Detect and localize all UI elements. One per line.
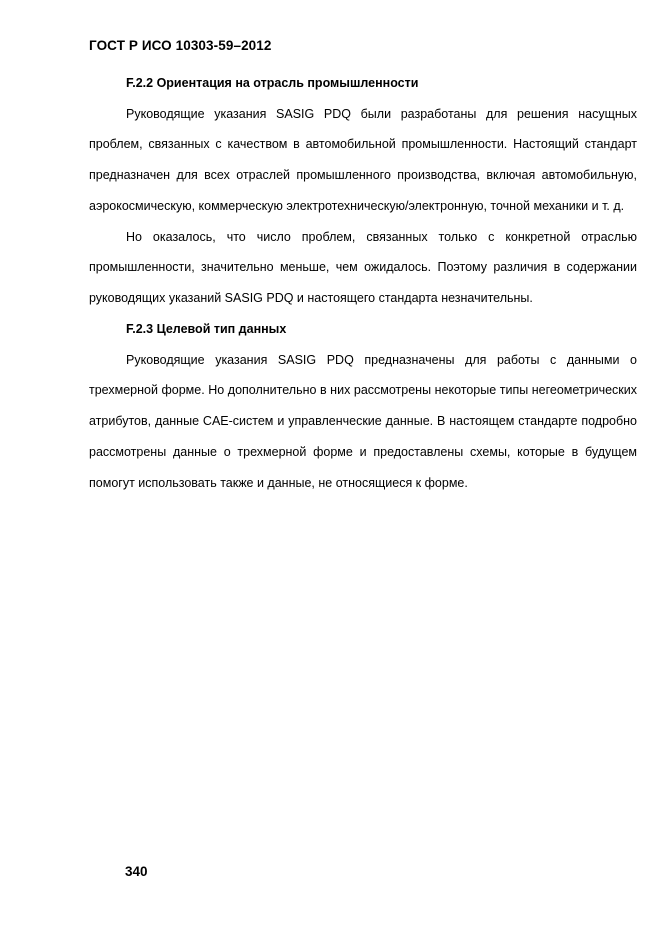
section-heading: F.2.2 Ориентация на отрасль промышленности: [126, 76, 419, 90]
paragraph: Но оказалось, что число проблем, связанных только с конкретной отраслью промышленности, значительно меньше, чем ожидалось. Поэтому различия в содержании руководящих указаний SASIG PDQ и настоящего стандарта незначительны.: [89, 229, 637, 306]
section-f-2-2: [89, 68, 637, 314]
paragraph: Руководящие указания SASIG PDQ были разработаны для решения насущных проблем, связанных с качеством в автомобильной промышленности. Настоящий стандарт предназначен для всех отраслей промышленного производства, включая автомобильную, аэрокосмическую, коммерческую электротехническую/электронную, точной механики и т. д.: [89, 106, 637, 213]
section-heading: F.2.3 Целевой тип данных: [126, 322, 287, 337]
standard-designation: ГОСТ Р ИСО 10303-59–2012: [89, 38, 272, 53]
paragraph: Руководящие указания SASIG PDQ предназначены для работы с данными о трехмерной форме. Но дополнительно в них рассмотрены некоторые типы негеометрических атрибутов, данные CAE-систем и управленческие данные. В настоящем стандарте подробно рассмотрены данные о трехмерной форме и предоставлены схемы, которые в будущем помогут использовать также и данные, не относящиеся к форме.: [89, 352, 637, 490]
document-body: [89, 68, 637, 499]
section-f-2-3: [89, 314, 637, 498]
page-number: 340: [125, 864, 148, 879]
